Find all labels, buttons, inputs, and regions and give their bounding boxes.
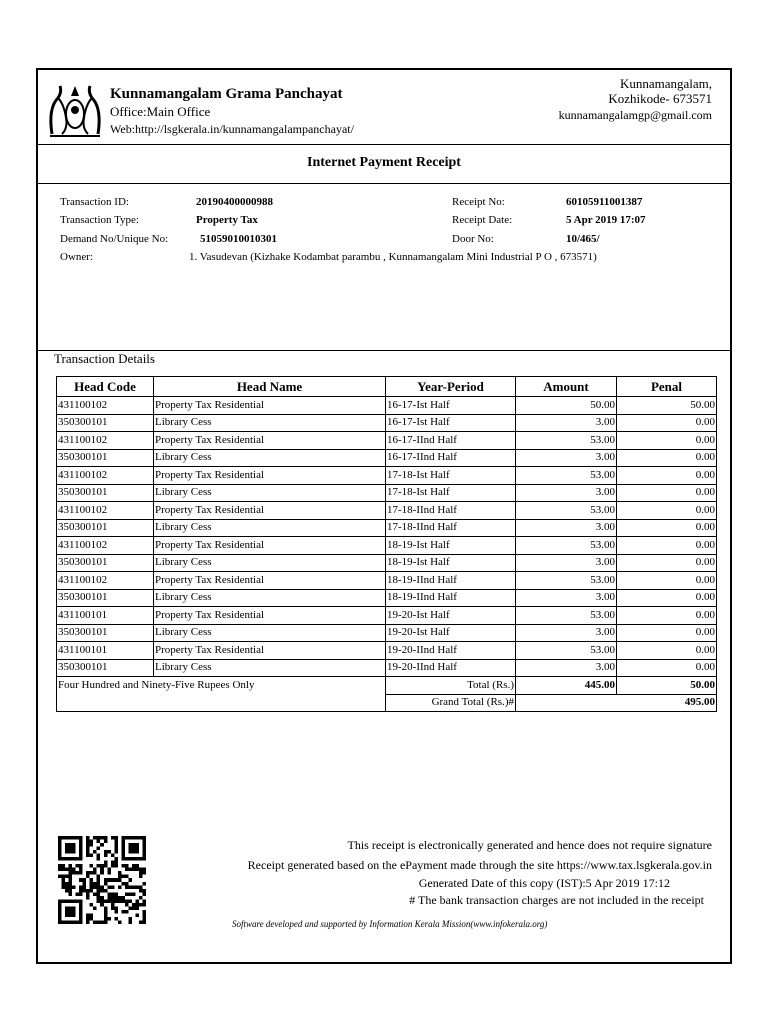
penal-cell: 0.00 xyxy=(617,642,717,660)
table-row xyxy=(57,554,717,572)
head-name-cell: Library Cess xyxy=(154,624,386,642)
head-name-cell: Property Tax Residential xyxy=(154,572,386,590)
head-name-cell: Property Tax Residential xyxy=(154,467,386,485)
penal-cell: 0.00 xyxy=(617,519,717,537)
table-row xyxy=(57,449,717,467)
transaction-info xyxy=(38,184,730,351)
transaction-details-heading: Transaction Details xyxy=(54,351,155,366)
head-name-cell: Library Cess xyxy=(154,519,386,537)
penal-cell: 0.00 xyxy=(617,554,717,572)
amount-cell: 53.00 xyxy=(516,642,617,660)
head-name-cell: Property Tax Residential xyxy=(154,432,386,450)
transaction-table xyxy=(56,376,717,712)
amount-cell: 53.00 xyxy=(516,432,617,450)
amount-cell: 53.00 xyxy=(516,572,617,590)
penal-cell: 0.00 xyxy=(617,502,717,520)
year-period-cell: 18-19-Ist Half xyxy=(386,537,516,555)
transaction-id-label: Transaction ID: xyxy=(60,196,129,208)
year-period-cell: 16-17-Ist Half xyxy=(386,397,516,415)
head-code-cell: 431100102 xyxy=(57,502,154,520)
head-code-header: Head Code xyxy=(57,377,154,397)
owner-label: Owner: xyxy=(60,251,93,263)
address-line-2: Kozhikode- 673571 xyxy=(608,91,712,106)
head-code-cell: 431100102 xyxy=(57,467,154,485)
footer-bank-charges-note: # The bank transaction charges are not included in the receipt xyxy=(409,893,704,907)
amount-cell: 3.00 xyxy=(516,659,617,677)
penal-cell: 0.00 xyxy=(617,414,717,432)
head-code-cell: 431100102 xyxy=(57,397,154,415)
year-period-cell: 19-20-IInd Half xyxy=(386,642,516,660)
penal-cell: 0.00 xyxy=(617,659,717,677)
penal-cell: 0.00 xyxy=(617,432,717,450)
amount-cell: 3.00 xyxy=(516,414,617,432)
year-period-cell: 19-20-Ist Half xyxy=(386,624,516,642)
head-code-cell: 350300101 xyxy=(57,519,154,537)
amount-cell: 3.00 xyxy=(516,519,617,537)
table-row xyxy=(57,432,717,450)
table-row xyxy=(57,642,717,660)
table-row xyxy=(57,397,717,415)
head-name-cell: Property Tax Residential xyxy=(154,642,386,660)
head-name-cell: Property Tax Residential xyxy=(154,607,386,625)
amount-header: Amount xyxy=(516,377,617,397)
grand-total-label: Grand Total (Rs.)# xyxy=(386,694,516,712)
address-line-1: Kunnamangalam, xyxy=(619,76,712,91)
receipt-title: Internet Payment Receipt xyxy=(38,145,730,184)
year-period-cell: 16-17-IInd Half xyxy=(386,449,516,467)
head-code-cell: 350300101 xyxy=(57,624,154,642)
amount-cell: 3.00 xyxy=(516,624,617,642)
table-row xyxy=(57,502,717,520)
head-code-cell: 431100101 xyxy=(57,642,154,660)
website-text: Web:http://lsgkerala.in/kunnamangalampanchayat/ xyxy=(110,122,354,136)
receipt-date-label: Receipt Date: xyxy=(452,214,513,226)
head-code-cell: 350300101 xyxy=(57,484,154,502)
table-body xyxy=(57,397,717,677)
grand-total-value: 495.00 xyxy=(516,694,717,712)
head-name-cell: Library Cess xyxy=(154,659,386,677)
kerala-emblem-icon xyxy=(44,78,106,140)
year-period-cell: 18-19-IInd Half xyxy=(386,572,516,590)
demand-no-label: Demand No/Unique No: xyxy=(60,233,169,245)
penal-cell: 50.00 xyxy=(617,397,717,415)
org-name: Kunnamangalam Grama Panchayat xyxy=(110,86,343,102)
amount-cell: 53.00 xyxy=(516,607,617,625)
year-period-cell: 19-20-Ist Half xyxy=(386,607,516,625)
amount-cell: 53.00 xyxy=(516,467,617,485)
head-name-cell: Library Cess xyxy=(154,554,386,572)
grand-total-spacer xyxy=(57,694,386,712)
penal-cell: 0.00 xyxy=(617,467,717,485)
amount-cell: 53.00 xyxy=(516,502,617,520)
receipt-date-value: 5 Apr 2019 17:07 xyxy=(566,214,646,226)
table-row xyxy=(57,572,717,590)
year-period-header: Year-Period xyxy=(386,377,516,397)
penal-cell: 0.00 xyxy=(617,449,717,467)
receipt-no-label: Receipt No: xyxy=(452,196,505,208)
footer-epayment-note: Receipt generated based on the ePayment made through the site https://www.tax.lsgkerala.gov.in xyxy=(247,858,712,872)
amount-cell: 3.00 xyxy=(516,449,617,467)
table-row xyxy=(57,467,717,485)
head-code-cell: 350300101 xyxy=(57,449,154,467)
penal-cell: 0.00 xyxy=(617,484,717,502)
demand-no-value: 51059010010301 xyxy=(200,233,277,245)
year-period-cell: 16-17-IInd Half xyxy=(386,432,516,450)
year-period-cell: 19-20-IInd Half xyxy=(386,659,516,677)
footer-signature-note: This receipt is electronically generated and hence does not require signature xyxy=(347,838,712,852)
head-name-cell: Library Cess xyxy=(154,414,386,432)
amount-cell: 3.00 xyxy=(516,589,617,607)
head-name-cell: Property Tax Residential xyxy=(154,397,386,415)
email-text: kunnamangalamgp@gmail.com xyxy=(558,108,712,122)
head-code-cell: 350300101 xyxy=(57,554,154,572)
year-period-cell: 17-18-Ist Half xyxy=(386,467,516,485)
head-code-cell: 350300101 xyxy=(57,589,154,607)
penal-cell: 0.00 xyxy=(617,589,717,607)
amount-cell: 3.00 xyxy=(516,554,617,572)
table-row xyxy=(57,414,717,432)
head-code-cell: 431100102 xyxy=(57,432,154,450)
transaction-type-value: Property Tax xyxy=(196,214,258,226)
penal-cell: 0.00 xyxy=(617,537,717,555)
head-name-cell: Property Tax Residential xyxy=(154,537,386,555)
amount-cell: 3.00 xyxy=(516,484,617,502)
year-period-cell: 16-17-Ist Half xyxy=(386,414,516,432)
table-row xyxy=(57,484,717,502)
owner-value: 1. Vasudevan (Kizhake Kodambat parambu , Kunnamangalam Mini Industrial P O , 673571) xyxy=(189,251,597,263)
head-code-cell: 350300101 xyxy=(57,414,154,432)
receipt-header xyxy=(38,70,730,145)
receipt-no-value: 60105911001387 xyxy=(566,196,643,208)
year-period-cell: 17-18-IInd Half xyxy=(386,519,516,537)
year-period-cell: 18-19-Ist Half xyxy=(386,554,516,572)
table-row xyxy=(57,519,717,537)
total-amount: 445.00 xyxy=(516,677,617,695)
footer-generated-date: Generated Date of this copy (IST):5 Apr 2019 17:12 xyxy=(418,876,670,890)
amount-cell: 50.00 xyxy=(516,397,617,415)
head-code-cell: 431100101 xyxy=(57,607,154,625)
penal-cell: 0.00 xyxy=(617,624,717,642)
transaction-id-value: 20190400000988 xyxy=(196,196,273,208)
year-period-cell: 17-18-Ist Half xyxy=(386,484,516,502)
door-no-label: Door No: xyxy=(452,233,494,245)
head-name-cell: Library Cess xyxy=(154,449,386,467)
table-row xyxy=(57,659,717,677)
table-row xyxy=(57,607,717,625)
table-row xyxy=(57,537,717,555)
transaction-type-label: Transaction Type: xyxy=(60,214,139,226)
total-penal: 50.00 xyxy=(617,677,717,695)
qr-code-icon xyxy=(58,836,146,924)
table-header-row xyxy=(57,377,717,397)
head-name-cell: Library Cess xyxy=(154,589,386,607)
head-name-header: Head Name xyxy=(154,377,386,397)
amount-cell: 53.00 xyxy=(516,537,617,555)
head-name-cell: Library Cess xyxy=(154,484,386,502)
table-row xyxy=(57,589,717,607)
receipt-frame xyxy=(36,68,732,964)
total-row xyxy=(57,677,717,695)
head-name-cell: Property Tax Residential xyxy=(154,502,386,520)
penal-cell: 0.00 xyxy=(617,572,717,590)
year-period-cell: 17-18-IInd Half xyxy=(386,502,516,520)
total-label: Total (Rs.) xyxy=(386,677,516,695)
amount-in-words: Four Hundred and Ninety-Five Rupees Only xyxy=(57,677,386,695)
table-row xyxy=(57,624,717,642)
head-code-cell: 431100102 xyxy=(57,572,154,590)
door-no-value: 10/465/ xyxy=(566,233,600,245)
office-name: Office:Main Office xyxy=(110,104,211,119)
head-code-cell: 350300101 xyxy=(57,659,154,677)
year-period-cell: 18-19-IInd Half xyxy=(386,589,516,607)
software-credit: Software developed and supported by Information Kerala Mission(www.infokerala.org) xyxy=(232,919,548,929)
head-code-cell: 431100102 xyxy=(57,537,154,555)
grand-total-row xyxy=(57,694,717,712)
penal-header: Penal xyxy=(617,377,717,397)
penal-cell: 0.00 xyxy=(617,607,717,625)
